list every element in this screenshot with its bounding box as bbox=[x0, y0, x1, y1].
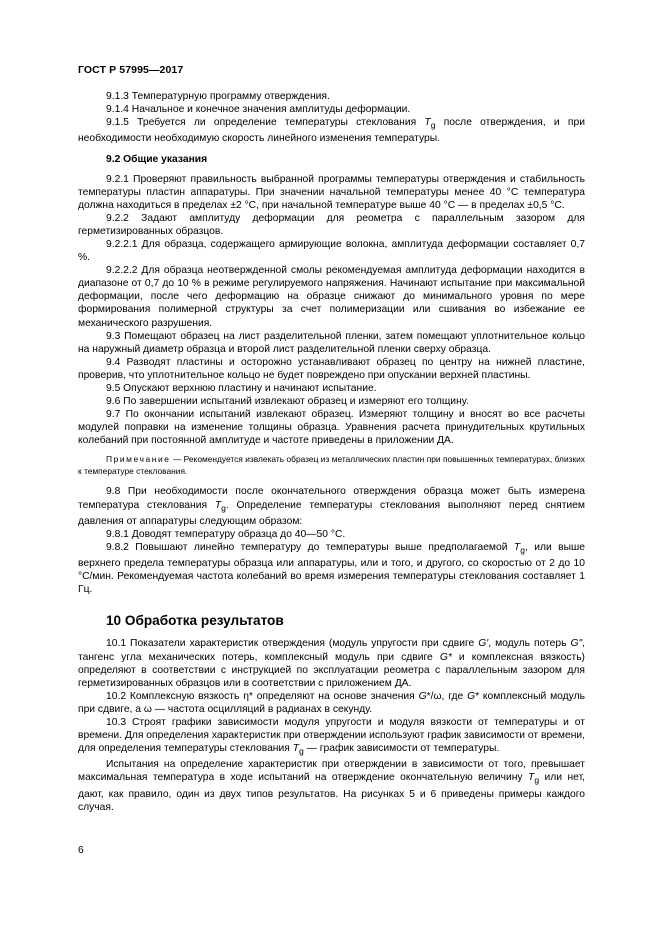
paragraph-9-2-1: 9.2.1 Проверяют правильность выбранной программы температуры отверждения и стабильность температуры пластин аппаратуры. При значении начальной температуры менее 40 °С температура должна находиться в пределах ±2 °С, при начальной температуре выше 40 °С — в пределах ±0,5 °С. bbox=[78, 173, 585, 211]
paragraph-10-3 bbox=[78, 716, 585, 758]
symbol-g: g bbox=[298, 746, 304, 757]
paragraph-9-6: 9.6 По завершении испытаний извлекают образец и измеряют его толщину. bbox=[106, 396, 469, 408]
note-label: Примечание bbox=[106, 454, 171, 465]
text: — график зависимости от температуры. bbox=[303, 743, 500, 755]
text: , тангенс угла механических потерь, комплексный модуль при сдвиге bbox=[78, 638, 585, 663]
note bbox=[78, 453, 585, 477]
section-heading-9-2: 9.2 Общие указания bbox=[106, 154, 208, 166]
paragraph-9-8 bbox=[78, 485, 585, 527]
paragraph-9-8-2 bbox=[78, 541, 585, 596]
symbol-t: T bbox=[528, 772, 535, 784]
text: или нет, дают, как правило, один из двух типов результатов. На рисунках 5 и 6 приведены примеры каждого случая. bbox=[78, 772, 585, 813]
document-body bbox=[78, 90, 585, 814]
symbol-g-prime: G' bbox=[478, 638, 489, 650]
paragraph-9-2-2: 9.2.2 Задают амплитуду деформации для реометра с параллельным зазором для герметизированных образцов. bbox=[78, 212, 585, 237]
symbol-t: T bbox=[513, 541, 521, 553]
symbol-g: g bbox=[534, 775, 540, 786]
document-header: ГОСТ Р 57995—2017 bbox=[78, 64, 184, 76]
paragraph-10-4 bbox=[78, 758, 585, 813]
symbol-g: G bbox=[467, 690, 476, 702]
paragraph-9-1-5 bbox=[78, 116, 585, 145]
symbol-g: g bbox=[520, 544, 525, 555]
symbol-g: G bbox=[418, 690, 427, 702]
symbol-t: T bbox=[292, 743, 299, 755]
text: */ω, где bbox=[426, 690, 468, 702]
symbol-g: g bbox=[221, 502, 226, 513]
text: 10.1 Показатели характеристик отверждения (модуль упругости при сдвиге bbox=[106, 638, 479, 650]
chapter-heading-10: 10 Обработка результатов bbox=[106, 613, 284, 629]
paragraph-9-1-4: 9.1.4 Начальное и конечное значения амплитуды деформации. bbox=[106, 104, 411, 116]
text: и комплексная вязкость) определяют в соответствии с инструкцией по эксплуатации реометра с параллельным зазором для герметизированных образцов или в соответствии с приложением ДА. bbox=[78, 651, 585, 689]
text: 9.8 При необходимости после окончательного отверждения образца может быть измерена температура стеклования bbox=[78, 486, 585, 511]
paragraph-9-7: 9.7 По окончании испытаний извлекают образец. Измеряют толщину и вносят во все расчеты модулей поправки на изменение толщины образца. Уравнения расчета принудительных крутильных колебаний при постоянной амплитуде и частоте приведены в приложении ДА. bbox=[78, 409, 585, 447]
paragraph-10-2 bbox=[78, 690, 585, 716]
text: , или выше верхнего предела температуры образца или аппаратуры, или и того, и другого, со скоростью от 2 до 10 °С/мин. Рекомендуемая частота колебаний во время измерения температуры стеклования составляет 1 Гц. bbox=[78, 541, 585, 596]
text: 9.8.2 Повышают линейно температуру до температуры выше предполагаемой bbox=[106, 541, 514, 553]
text: 10.3 Строят графики зависимости модуля упругости и модуля вязкости от температуры и от времени. Для определения характеристик при отверждении используют график зависимости от времени, для определения температуры стеклования bbox=[78, 716, 586, 755]
text: * комплексный модуль при сдвиге, а ω — частота осцилляций в радианах в секунду. bbox=[78, 690, 585, 715]
text: Испытания на определение характеристик при отверждении в зависимости от того, превышает максимальная температура в ходе испытаний на отверждение окончательную величину bbox=[78, 759, 585, 784]
page-number: 6 bbox=[78, 845, 84, 856]
symbol-g-double-prime: G" bbox=[570, 638, 583, 650]
paragraph-9-2-2-1: 9.2.2.1 Для образца, содержащего армирующие волокна, амплитуда деформации составляет 0,7 %. bbox=[78, 238, 585, 264]
symbol-g-star: G* bbox=[439, 651, 452, 663]
symbol-t: T bbox=[214, 499, 222, 511]
text: . Определение температуры стеклования выполняют перед снятием давления от аппаратуры следующим образом: bbox=[78, 499, 585, 527]
paragraph-9-5: 9.5 Опускают верхнюю пластину и начинают испытание. bbox=[106, 383, 377, 395]
paragraph-9-8-1: 9.8.1 Доводят температуру образца до 40—50 °С. bbox=[106, 528, 346, 540]
text: 9.1.5 Требуется ли определение температуры стеклования bbox=[106, 117, 425, 129]
symbol-g: g bbox=[430, 120, 436, 131]
paragraph-9-4: 9.4 Разводят пластины и осторожно устанавливают образец по центру на нижней пластине, проверив, что уплотнительное кольцо не будет повреждено при опускании верхней пластины. bbox=[78, 356, 585, 381]
text: 10.2 Комплексную вязкость η* определяют на основе значения bbox=[106, 690, 419, 702]
note-text: — Рекомендуется извлекать образец из металлических пластин при повышенных температурах, близких к температуре стеклования. bbox=[78, 454, 585, 477]
paragraph-10-1 bbox=[78, 637, 585, 689]
text: после отверждения, и при необходимости необходимую скорость линейного изменения температуры. bbox=[78, 117, 585, 145]
text: , модуль потерь bbox=[488, 638, 571, 650]
symbol-t: T bbox=[424, 117, 431, 129]
paragraph-9-3: 9.3 Помещают образец на лист разделительной пленки, затем помещают уплотнительное кольцо на наружный диаметр образца и второй лист разделительной пленки сверху образца. bbox=[78, 330, 585, 355]
paragraph-9-2-2-2: 9.2.2.2 Для образца неотвержденной смолы рекомендуемая амплитуда деформации находится в диапазоне от 0,7 до 10 % в режиме регулируемого напряжения. Начинают испытание при максимальной деформации, после чего деформацию на образце снижают до минимального уровня по мере формирования полимерной структуры за счет полимеризации или сшивания во избежание ее механического разрушения. bbox=[78, 265, 585, 329]
paragraph-9-1-3: 9.1.3 Температурную программу отверждения. bbox=[106, 91, 330, 102]
